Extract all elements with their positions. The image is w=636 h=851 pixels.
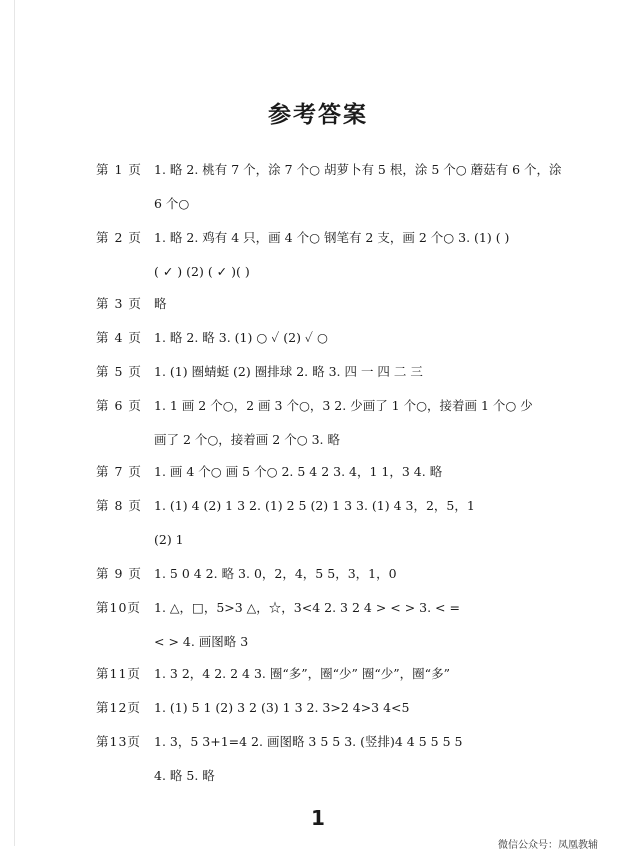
answer-entry <box>96 396 566 450</box>
answer-line <box>96 530 566 550</box>
answer-line <box>96 194 566 214</box>
entry-page-label: 第12页 <box>96 700 141 715</box>
answer-text: 画了 2 个○，接着画 2 个○ 3. 略 <box>154 432 340 447</box>
entry-page-label: 第 8 页 <box>96 498 142 513</box>
answer-text: (2) 1 <box>154 532 184 547</box>
answer-text: 1. (1) 4 (2) 1 3 2. (1) 2 5 (2) 1 3 3. (1) 4 3，2，5，1 <box>154 498 475 513</box>
entry-page-label: 第11页 <box>96 666 141 681</box>
entry-page-label: 第 2 页 <box>96 230 142 245</box>
answer-entry <box>96 732 566 786</box>
answer-entry <box>96 598 566 652</box>
answer-entry <box>96 294 566 314</box>
answer-entry <box>96 160 566 214</box>
entry-page-label: 第 9 页 <box>96 566 142 581</box>
answer-line <box>96 632 566 652</box>
answer-entry <box>96 564 566 584</box>
answer-line <box>96 228 566 248</box>
answer-text: < > 4. 画图略 3 <box>154 634 249 649</box>
answer-text: ( ✓ ) (2) ( ✓ )( ) <box>154 264 250 279</box>
entry-page-label: 第13页 <box>96 734 141 749</box>
answer-text: 1. 5 0 4 2. 略 3. 0，2，4，5 5，3，1，0 <box>154 566 397 581</box>
answer-text: 4. 略 5. 略 <box>154 768 215 783</box>
answer-line <box>96 732 566 752</box>
answer-line <box>96 462 566 482</box>
entry-page-label: 第 5 页 <box>96 364 142 379</box>
answer-entry <box>96 328 566 348</box>
answer-text: 1. 略 2. 桃有 7 个，涂 7 个○ 胡萝卜有 5 根，涂 5 个○ 蘑菇有 6 个，涂 <box>154 162 562 177</box>
answer-entry <box>96 698 566 718</box>
entry-page-label: 第 4 页 <box>96 330 142 345</box>
answer-entry <box>96 462 566 482</box>
answer-line <box>96 664 566 684</box>
entry-page-label: 第10页 <box>96 600 141 615</box>
entry-page-label: 第 7 页 <box>96 464 142 479</box>
answer-text: 1. 略 2. 鸡有 4 只，画 4 个○ 钢笔有 2 支，画 2 个○ 3. (1) ( ) <box>154 230 510 245</box>
answer-text: 1. 3 2，4 2. 2 4 3. 圈“多”，圈“少” 圈“少”，圈“多” <box>154 666 450 681</box>
entry-page-label: 第 6 页 <box>96 398 142 413</box>
entry-page-label: 第 3 页 <box>96 296 142 311</box>
answer-line <box>96 598 566 618</box>
answer-text: 1. 1 画 2 个○，2 画 3 个○，3 2. 少画了 1 个○，接着画 1 个○ 少 <box>154 398 533 413</box>
answer-line <box>96 698 566 718</box>
footer-watermark-text: 微信公众号：凤凰教辅 <box>498 840 598 851</box>
answer-line <box>96 160 566 180</box>
answer-text: 1. (1) 5 1 (2) 3 2 (3) 1 3 2. 3>2 4>3 4<5 <box>154 700 410 715</box>
answer-line <box>96 430 566 450</box>
answer-line <box>96 362 566 382</box>
answer-line <box>96 396 566 416</box>
answer-line <box>96 766 566 786</box>
answer-line <box>96 328 566 348</box>
answer-line <box>96 564 566 584</box>
answer-entry <box>96 362 566 382</box>
entry-page-label: 第 1 页 <box>96 162 142 177</box>
answer-text: 1. 画 4 个○ 画 5 个○ 2. 5 4 2 3. 4，1 1，3 4. 略 <box>154 464 443 479</box>
page-title: 参考答案 <box>268 102 368 128</box>
answer-line <box>96 294 566 314</box>
answer-text: 1. (1) 圈蜻蜓 (2) 圈排球 2. 略 3. 四 一 四 二 三 <box>154 364 423 379</box>
answer-text: 1. △，□，5>3 △，☆，3<4 2. 3 2 4 > < > 3. < = <box>154 600 460 615</box>
answer-line <box>96 262 566 282</box>
page-number: 1 <box>311 806 325 830</box>
answer-text: 6 个○ <box>154 196 190 211</box>
answer-line <box>96 496 566 516</box>
answer-entry <box>96 228 566 282</box>
answer-text: 略 <box>154 296 167 311</box>
answer-text: 1. 3，5 3+1=4 2. 画图略 3 5 5 3. (竖排)4 4 5 5 5 5 <box>154 734 463 749</box>
answer-text: 1. 略 2. 略 3. (1) ○ ✓ (2) ✓ ○ <box>154 330 328 345</box>
answer-entry <box>96 496 566 550</box>
answer-entry <box>96 664 566 684</box>
